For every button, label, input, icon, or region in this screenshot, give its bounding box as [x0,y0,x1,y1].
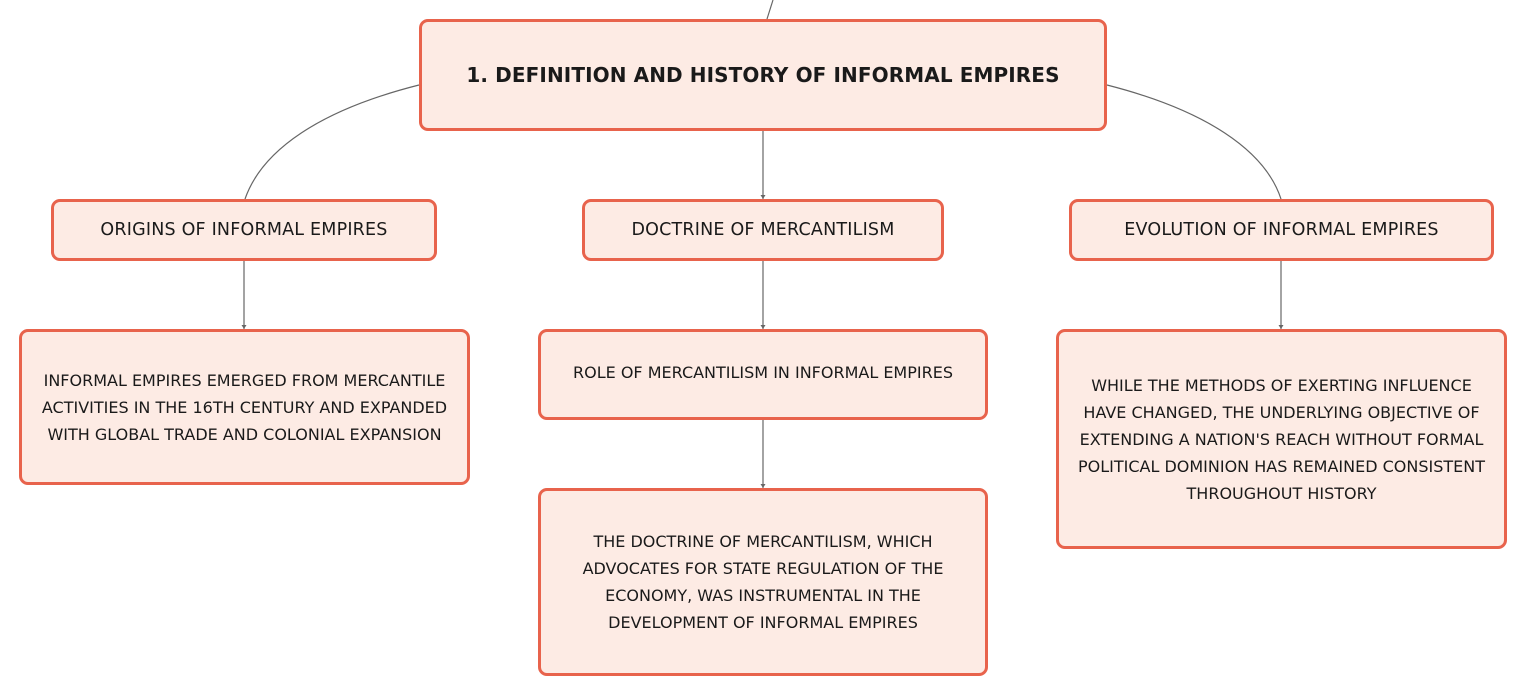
subtopic-evolution-detail[interactable] [1056,329,1507,549]
central-topic-label: 1. DEFINITION AND HISTORY OF INFORMAL EMPIRES [466,63,1060,87]
topic-evolution-of-informal-empires[interactable] [1069,199,1494,261]
topic-origins-of-informal-empires[interactable] [51,199,437,261]
subtopic-mercantilism-detail[interactable] [538,488,988,676]
connector-root-to-origins [245,85,419,199]
topic-origins-label: ORIGINS OF INFORMAL EMPIRES [100,220,388,240]
topic-doctrine-label: DOCTRINE OF MERCANTILISM [631,220,895,240]
central-topic-node[interactable] [419,19,1107,131]
topic-doctrine-of-mercantilism[interactable] [582,199,944,261]
connector-root-parent [767,0,773,19]
subtopic-evolution-detail-text: WHILE THE METHODS OF EXERTING INFLUENCE HAVE CHANGED, THE UNDERLYING OBJECTIVE OF EXTENDING A NATION'S REACH WITHOUT FORMAL POLITICAL DOMINION HAS REMAINED CONSISTENT THROUGHOUT HISTORY [1077,375,1486,503]
topic-evolution-label: EVOLUTION OF INFORMAL EMPIRES [1124,220,1439,240]
subtopic-mercantilism-detail-text: THE DOCTRINE OF MERCANTILISM, WHICH ADVOCATES FOR STATE REGULATION OF THE ECONOMY, WAS INSTRUMENTAL IN THE DEVELOPMENT OF INFORMAL EMPIRES [582,532,944,632]
connector-root-to-evolution [1107,85,1281,199]
subtopic-role-of-mercantilism[interactable] [538,329,988,420]
subtopic-origins-detail[interactable] [19,329,470,485]
subtopic-origins-detail-text: INFORMAL EMPIRES EMERGED FROM MERCANTILE ACTIVITIES IN THE 16TH CENTURY AND EXPANDED WITH GLOBAL TRADE AND COLONIAL EXPANSION [41,370,448,444]
subtopic-role-label: ROLE OF MERCANTILISM IN INFORMAL EMPIRES [573,363,953,382]
